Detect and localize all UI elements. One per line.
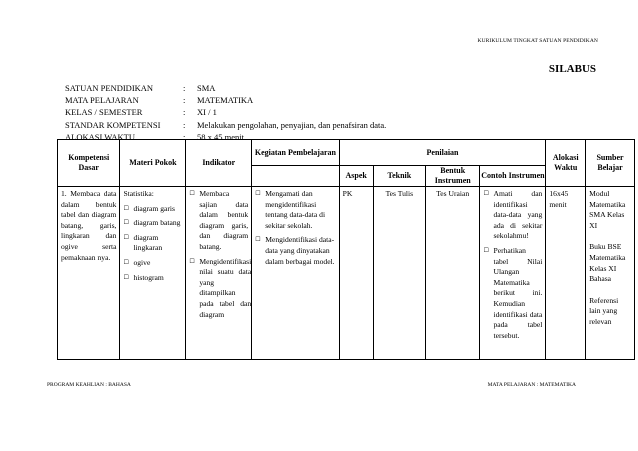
list-item: [255, 189, 335, 231]
materi-list: [123, 204, 182, 284]
sumber-item: Modul Matematika SMA Kelas XI: [589, 189, 626, 230]
cell-aspek: [339, 187, 373, 360]
checkbox-icon: ☐: [123, 220, 129, 227]
page-title: SILABUS: [548, 63, 596, 75]
header-kegiatan-blank: [252, 166, 339, 187]
info-block: [65, 82, 386, 143]
checkbox-icon: ☐: [123, 234, 129, 241]
list-item: [123, 273, 182, 284]
info-label: KELAS / SEMESTER: [65, 107, 143, 118]
checkbox-icon: ☐: [255, 237, 261, 244]
checkbox-icon: ☐: [189, 258, 195, 265]
list-item: [189, 256, 252, 321]
materi-title: Statistika:: [123, 189, 154, 198]
info-value: Melakukan pengolahan, penyajian, dan penafsiran data.: [197, 119, 387, 130]
list-item: [123, 258, 182, 269]
info-separator: :: [183, 83, 186, 93]
list-item-text: Membaca sajian data dalam bentuk diagram garis, dan diagram batang.: [199, 189, 249, 251]
header-kompetensi: Kompetensi Dasar: [58, 140, 120, 187]
header-penilaian: Penilaian: [339, 140, 546, 166]
list-item-text: histogram: [133, 272, 164, 282]
header-materi: Materi Pokok: [120, 140, 186, 187]
bentuk-text: Tes Uraian: [436, 189, 470, 198]
list-item-text: Amati dan identifikasi data-data yang ada di sekitar sekolahmu!: [493, 189, 543, 241]
list-item: [123, 218, 182, 229]
list-item: [123, 233, 182, 254]
info-separator: :: [183, 107, 186, 118]
list-item-text: diagram garis: [133, 203, 175, 213]
checkbox-icon: ☐: [483, 191, 489, 197]
info-row-satuan: [65, 82, 386, 94]
checkbox-icon: ☐: [123, 274, 129, 281]
list-item: [255, 235, 335, 267]
cell-contoh: [480, 187, 546, 360]
header-sumber: Sumber Belajar: [586, 140, 635, 187]
footer-program: PROGRAM KEAHLIAN : BAHASA: [47, 382, 131, 388]
checkbox-icon: ☐: [255, 191, 261, 197]
header-aspek: Aspek: [339, 166, 373, 187]
footer-mapel: MATA PELAJARAN : MATEMATIKA: [487, 382, 576, 388]
info-value: SMA: [197, 83, 216, 93]
info-value: MATEMATIKA: [197, 95, 254, 106]
alokasi-text: 16x45 menit: [549, 189, 569, 209]
header-curriculum-label: KURIKULUM TINGKAT SATUAN PENDIDIKAN: [477, 38, 598, 44]
list-item-text: diagram batang: [133, 218, 181, 228]
kegiatan-list: [255, 189, 335, 267]
header-teknik: Teknik: [373, 166, 425, 187]
header-alokasi: Alokasi Waktu: [546, 140, 586, 187]
list-item: [483, 189, 542, 242]
indikator-list: [189, 189, 252, 320]
contoh-list: [483, 189, 542, 341]
header-indikator: Indikator: [186, 140, 252, 187]
checkbox-icon: ☐: [123, 205, 129, 212]
checkbox-icon: ☐: [189, 191, 195, 197]
teknik-text: Tes Tulis: [385, 189, 414, 198]
list-item-text: Mengidentifikasi data-data yang dinyatakan dalam berbagai model.: [265, 235, 335, 266]
syllabus-table: [57, 139, 635, 360]
cell-teknik: [373, 187, 425, 360]
info-value: 58 x 45 menit: [197, 131, 244, 142]
header-contoh: Contoh Instrumen: [480, 166, 546, 187]
info-row-kelas: [65, 106, 386, 118]
info-row-sk: [65, 119, 386, 131]
info-label: SATUAN PENDIDIKAN: [65, 83, 154, 93]
list-item-text: Mengidentifikasi nilai suatu data yang ditampilkan pada tabel dan diagram: [199, 256, 252, 319]
info-separator: :: [183, 131, 186, 142]
cell-alokasi: [546, 187, 586, 360]
cell-indikator: [186, 187, 252, 360]
kompetensi-text: 1. Membaca data dalam bentuk tabel dan diagram batang, garis, lingkaran dan ogive serta pemaknaan nya.: [61, 189, 117, 262]
list-item-text: diagram lingkaran: [133, 232, 163, 253]
info-separator: :: [183, 95, 186, 106]
header-kegiatan: Kegiatan Pembelajaran: [252, 140, 339, 166]
checkbox-icon: ☐: [123, 259, 129, 266]
cell-sumber: [586, 187, 635, 360]
list-item-text: Perhatikan tabel Nilai Ulangan Matematika berikut ini. Kemudian identifikasi data pada tabel tersebut.: [493, 245, 543, 340]
checkbox-icon: ☐: [483, 247, 489, 254]
info-label: ALOKASI WAKTU: [65, 131, 135, 142]
info-label: STANDAR KOMPETENSI: [65, 119, 161, 130]
list-item-text: ogive: [133, 257, 151, 267]
cell-kegiatan: [252, 187, 339, 360]
cell-materi: [120, 187, 186, 360]
info-label: MATA PELAJARAN: [65, 95, 139, 106]
header-bentuk: Bentuk Instrumen: [425, 166, 480, 187]
list-item: [483, 246, 542, 341]
list-item: [189, 189, 248, 253]
cell-kompetensi: [58, 187, 120, 360]
sumber-item: Buku BSE Matematika Kelas XI Bahasa: [589, 242, 626, 284]
aspek-text: PK: [342, 189, 353, 198]
list-item-text: Mengamati dan mengidentifikasi tentang data-data di sekitar sekolah.: [265, 189, 326, 230]
info-row-mapel: [65, 94, 386, 106]
list-item: [123, 204, 182, 215]
info-value: XI / 1: [197, 107, 217, 118]
table-row: [58, 187, 635, 360]
info-separator: :: [183, 119, 186, 130]
sumber-item: Referensi lain yang relevan: [589, 295, 619, 326]
cell-bentuk: [425, 187, 480, 360]
